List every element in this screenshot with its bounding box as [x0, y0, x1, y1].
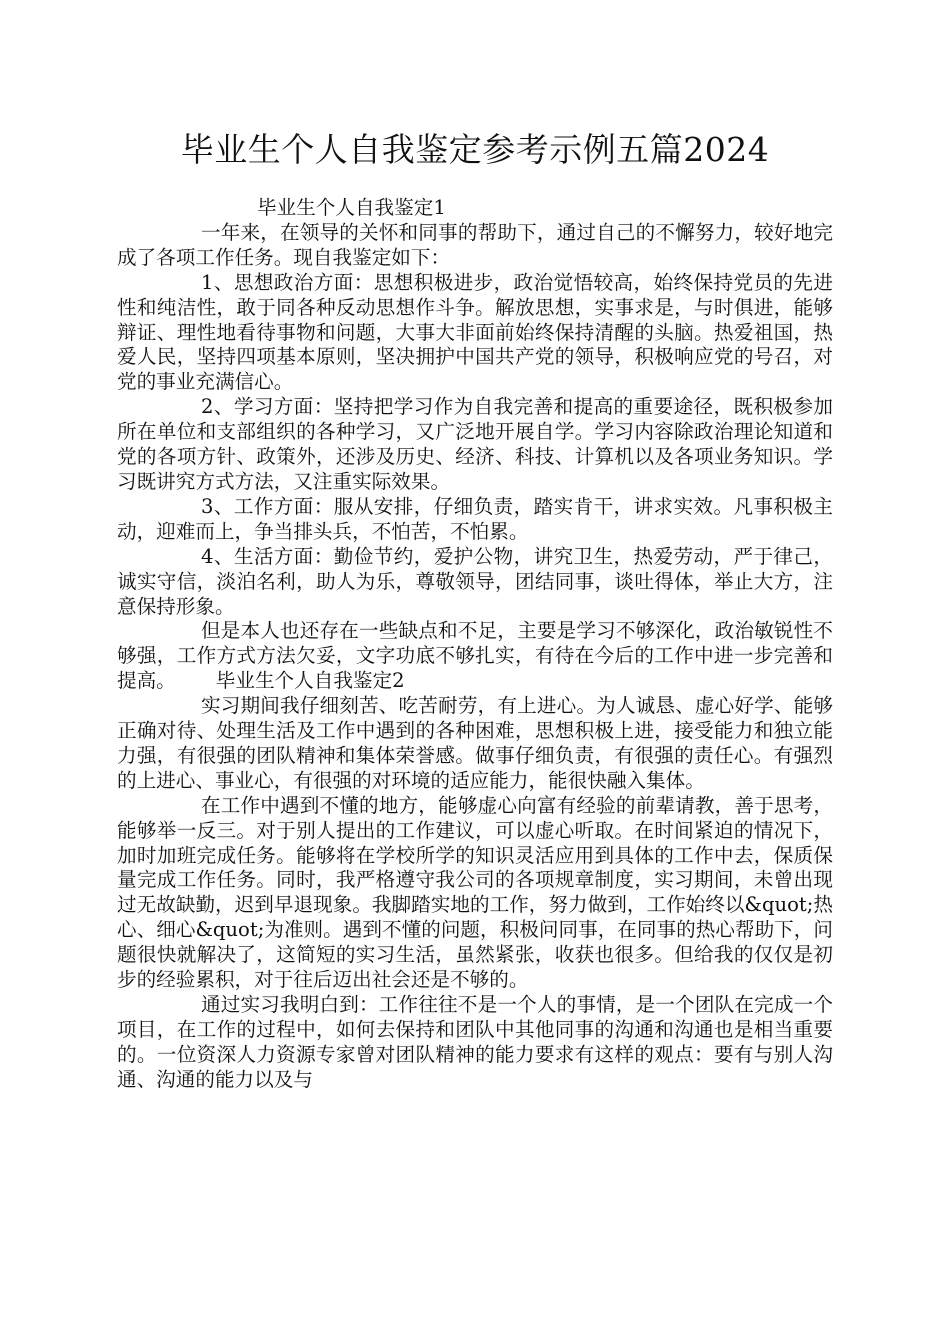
paragraph-study: 2、学习方面：坚持把学习作为自我完善和提高的重要途径，既积极参加所在单位和支部组织的各种学习，又广泛地开展自学。学习内容除政治理论知道和党的各项方针、政策外，还涉及历史、经济、科技、计算机以及各项业务知识。学习既讲究方式方法，又注重实际效果。 — [117, 395, 833, 493]
section-heading-2: 毕业生个人自我鉴定2 — [215, 669, 405, 693]
document-title: 毕业生个人自我鉴定参考示例五篇2024 — [180, 130, 770, 169]
paragraph-work-attitude: 在工作中遇到不懂的地方，能够虚心向富有经验的前辈请教，善于思考，能够举一反三。对于别人提出的工作建议，可以虚心听取。在时间紧迫的情况下，加时加班完成任务。能够将在学校所学的知识灵活应用到具体的工作中去，保质保量完成工作任务。同时，我严格遵守我公司的各项规章制度，实习期间，未曾出现过无故缺勤，迟到早退现象。我脚踏实地的工作，努力做到，工作始终以&quot;热心、细心&quot;为准则。遇到不懂的问题，积极问同事，在同事的热心帮助下，问题很快就解决了，这简短的实习生活，虽然紧张，收获也很多。但给我的仅仅是初步的经验累积，对于往后迈出社会还是不够的。 — [117, 793, 833, 992]
paragraph-work: 3、工作方面：服从安排，仔细负责，踏实肯干，讲求实效。凡事积极主动，迎难而上，争当排头兵，不怕苦，不怕累。 — [117, 494, 833, 543]
paragraph-teamwork: 通过实习我明白到：工作往往不是一个人的事情，是一个团队在完成一个项目，在工作的过程中，如何去保持和团队中其他同事的沟通和沟通也是相当重要的。一位资深人力资源专家曾对团队精神的能力要求有这样的观点：要有与别人沟通、沟通的能力以及与 — [117, 993, 833, 1091]
document-body — [117, 196, 833, 1093]
paragraph-shortcomings — [117, 619, 833, 694]
paragraph-political: 1、思想政治方面：思想积极进步，政治觉悟较高，始终保持党员的先进性和纯洁性，敢于同各种反动思想作斗争。解放思想，实事求是，与时俱进，能够辩证、理性地看待事物和问题，大事大非面前始终保持清醒的头脑。热爱祖国，热爱人民，坚持四项基本原则，坚决拥护中国共产党的领导，积极响应党的号召，对党的事业充满信心。 — [117, 270, 833, 394]
section-heading-1: 毕业生个人自我鉴定1 — [257, 196, 446, 219]
paragraph-internship: 实习期间我仔细刻苦、吃苦耐劳，有上进心。为人诚恳、虚心好学、能够正确对待、处理生活及工作中遇到的各种困难，思想积极上进，接受能力和独立能力强，有很强的团队精神和集体荣誉感。做事仔细负责，有很强的责任心。有强烈的上进心、事业心，有很强的对环境的适应能力，能很快融入集体。 — [117, 694, 833, 792]
shortcomings-text: 但是本人也还存在一些缺点和不足，主要是学习不够深化，政治敏锐性不够强，工作方式方法欠妥，文字功底不够扎实，有待在今后的工作中进一步完善和提高。 — [117, 619, 833, 693]
paragraph-intro: 一年来，在领导的关怀和同事的帮助下，通过自己的不懈努力，较好地完成了各项工作任务。现自我鉴定如下： — [117, 220, 833, 269]
paragraph-life: 4、生活方面：勤俭节约，爱护公物，讲究卫生，热爱劳动，严于律己，诚实守信，淡泊名利，助人为乐，尊敬领导，团结同事，谈吐得体，举止大方，注意保持形象。 — [117, 544, 833, 618]
